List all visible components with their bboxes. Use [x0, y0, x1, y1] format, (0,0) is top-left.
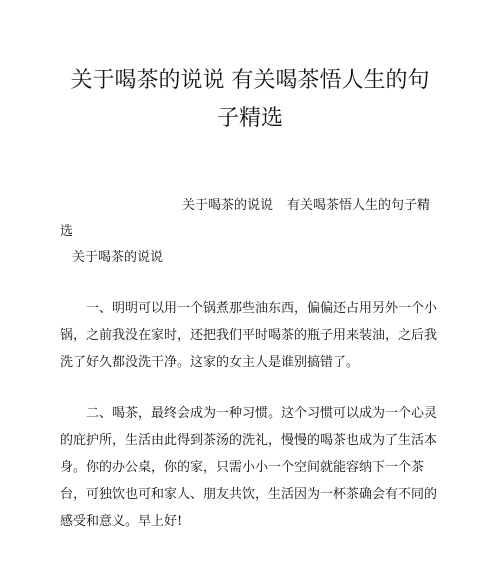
- sub-heading-part-1: 关于喝茶的说说: [182, 198, 274, 213]
- paragraph-2: 二、喝茶，最终会成为一种习惯。这个习惯可以成为一个心灵的庇护所，生活由此得到茶汤的洗礼，慢慢的喝茶也成为了生活本身。你的办公桌，你的家，只需小小一个空间就能容纳下一个茶台，可独饮也可和家人、朋友共饮，生活因为一杯茶确会有不同的感受和意义。早上好!: [60, 406, 438, 529]
- sub-heading-wrap: 选: [60, 224, 74, 239]
- section-label: 关于喝茶的说说: [72, 250, 164, 265]
- title-line-1: 关于喝茶的说说 有关喝茶悟人生的句: [70, 68, 430, 93]
- paragraph-1: 一、明明可以用一个锅煮那些油东西，偏偏还占用另外一个小锅，之前我没在家时，还把我们平时喝茶的瓶子用来装油，之后我洗了好久都没洗干净。这家的女主人是谁别搞错了。: [60, 301, 438, 370]
- sub-heading: [182, 194, 430, 213]
- sub-heading-part-2: 有关喝茶悟人生的句子精: [287, 198, 431, 213]
- document-title: [0, 62, 500, 138]
- title-line-2: 子精选: [216, 106, 283, 131]
